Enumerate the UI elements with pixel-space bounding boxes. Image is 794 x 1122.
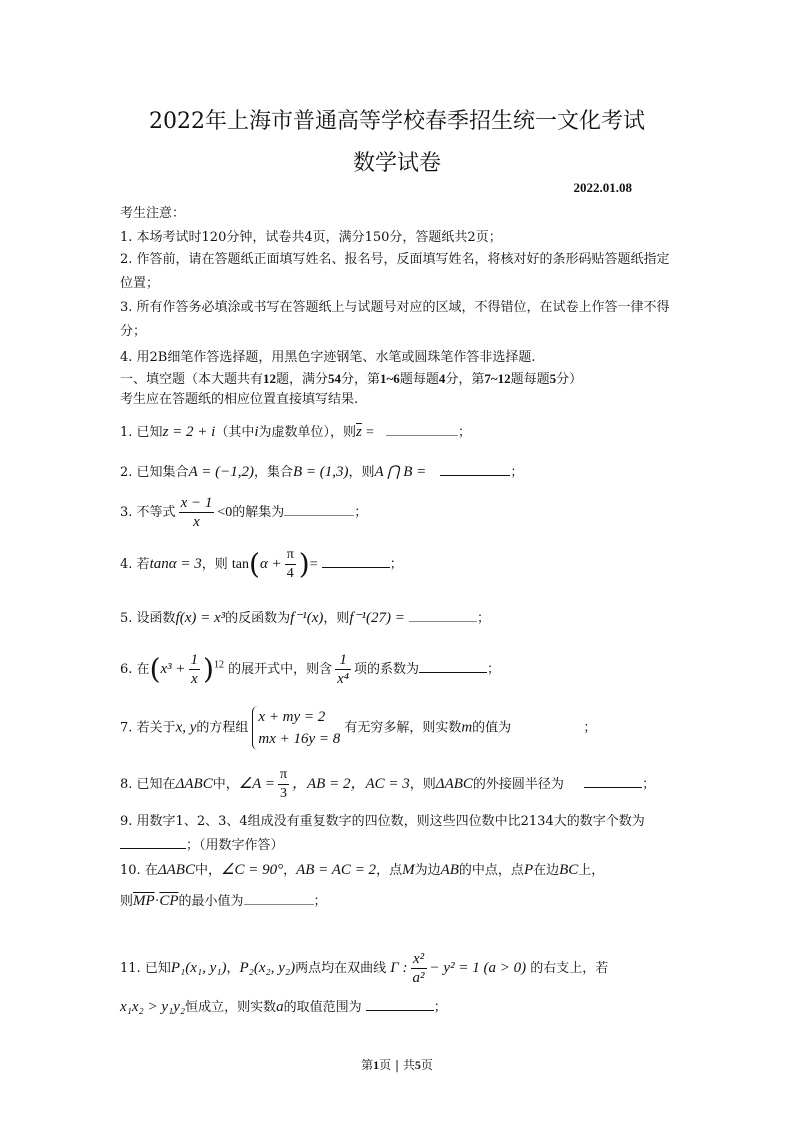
page-footer: 第1页 | 共5页	[361, 1058, 433, 1072]
question-11: 11. 已知P₁(x₁, y₁)，P₂(x₂, y₂)两点均在双曲线 Γ : $\frac{\text{x²}}{\text{a²}}$ − y² = 1 (a > 0) 的右支上，若	[120, 951, 609, 986]
question-10: 10. 在ΔABC中，∠C = 90°，AB = AC = 2，点M为边AB的中点，点P在边BC上，	[120, 862, 605, 878]
notice-item-4: 4. 用2B细笔作答选择题，用黑色字迹钢笔、水笔或圆珠笔作答非选择题.	[120, 350, 536, 365]
fraction: $\frac{\pi}{4}$	[286, 547, 294, 581]
exam-date: 2022.01.08	[573, 180, 632, 195]
section-title: 一、填空题（本大题共有12题，满分54分，第1~6题每题4分，第7~12题每题5分）	[120, 371, 583, 387]
answer-blank-1[interactable]	[386, 421, 458, 436]
question-4: 4. 若tanα = 3，则 tan(α + $\frac{\pi}{4}$ )= ；	[120, 547, 403, 581]
question-5: 5. 设函数f(x) = x³的反函数为f⁻¹(x)，则f⁻¹(27) = ；	[120, 607, 680, 629]
notice-heading: 考生注意：	[120, 206, 186, 221]
equation-system: x + my = 2 mx + 16y = 8	[252, 706, 340, 750]
notice-item-1: 1. 本场考试时120分钟，试卷共4页，满分150分，答题纸共2页；	[120, 230, 502, 245]
answer-blank-6[interactable]	[419, 658, 487, 673]
question-1: 1. 已知z = 2 + i（其中i为虚数单位），则$\overline{z}$ = ；	[120, 421, 680, 443]
question-3: 3. 不等式 $\frac{x - 1}{x}$ <0的解集为 ；	[120, 495, 368, 530]
exam-subtitle: 数学试卷	[352, 151, 441, 176]
fraction: $\frac{1}{x}$	[190, 652, 199, 687]
answer-blank-10[interactable]	[244, 890, 314, 905]
answer-blank-3[interactable]	[284, 501, 354, 516]
fraction: $\frac{\text{x²}}{\text{a²}}$	[412, 951, 425, 986]
section-instruction: 考生应在答题纸的相应位置直接填写结果.	[120, 392, 359, 407]
question-6: 6. 在(x³ + $\frac{1}{x}$ )$^{12}$ 的展开式中，则含 $\frac{1}{\text{x⁴}}$ 项的系数为 ；	[120, 652, 501, 687]
answer-blank-8[interactable]	[584, 773, 642, 788]
question-9: 9. 用数字1、2、3、4组成没有重复数字的四位数，则这些四位数中比2134大的数字个数为；（用数字作答）	[120, 814, 645, 853]
answer-blank-9[interactable]	[120, 834, 186, 849]
question-8: 8. 已知在ΔABC中，∠A = $\frac{\pi}{3}$ ，AB = 2，AC = 3，则ΔABC的外接圆半径为 ；	[120, 767, 656, 801]
fraction: $\frac{x - 1}{x}$	[180, 495, 213, 530]
answer-blank-11[interactable]	[366, 996, 434, 1011]
question-2: 2. 已知集合A = (−1,2)，集合B = (1,3)，则A ⋂ B = ；	[120, 461, 680, 483]
fraction: $\frac{1}{\text{x⁴}}$	[337, 652, 349, 687]
exam-title: 2022年上海市普通高等学校春季招生统一文化考试	[149, 109, 645, 134]
answer-blank-5[interactable]	[409, 607, 477, 622]
question-10-cont: 则$\overline{MP}\cdot\overline{CP}$的最小值为 ；	[120, 890, 680, 912]
notice-item-3: 3. 所有作答务必填涂或书写在答题纸上与试题号对应的区域，不得错位，在试卷上作答一律不得分；	[120, 300, 670, 339]
question-7: 7. 若关于x, y的方程组 x + my = 2 mx + 16y = 8 有无穷多解，则实数m的值为 ；	[120, 706, 680, 756]
question-11-cont: x₁x₂ > y₁y₂恒成立，则实数a的取值范围为 ；	[120, 996, 680, 1018]
notice-item-2: 2. 作答前，请在答题纸正面填写姓名、报名号，反面填写姓名，将核对好的条形码贴答题纸指定位置；	[120, 252, 670, 291]
answer-blank-4[interactable]	[322, 553, 390, 568]
answer-blank-2[interactable]	[440, 461, 510, 476]
fraction: $\frac{\pi}{3}$	[279, 767, 288, 801]
